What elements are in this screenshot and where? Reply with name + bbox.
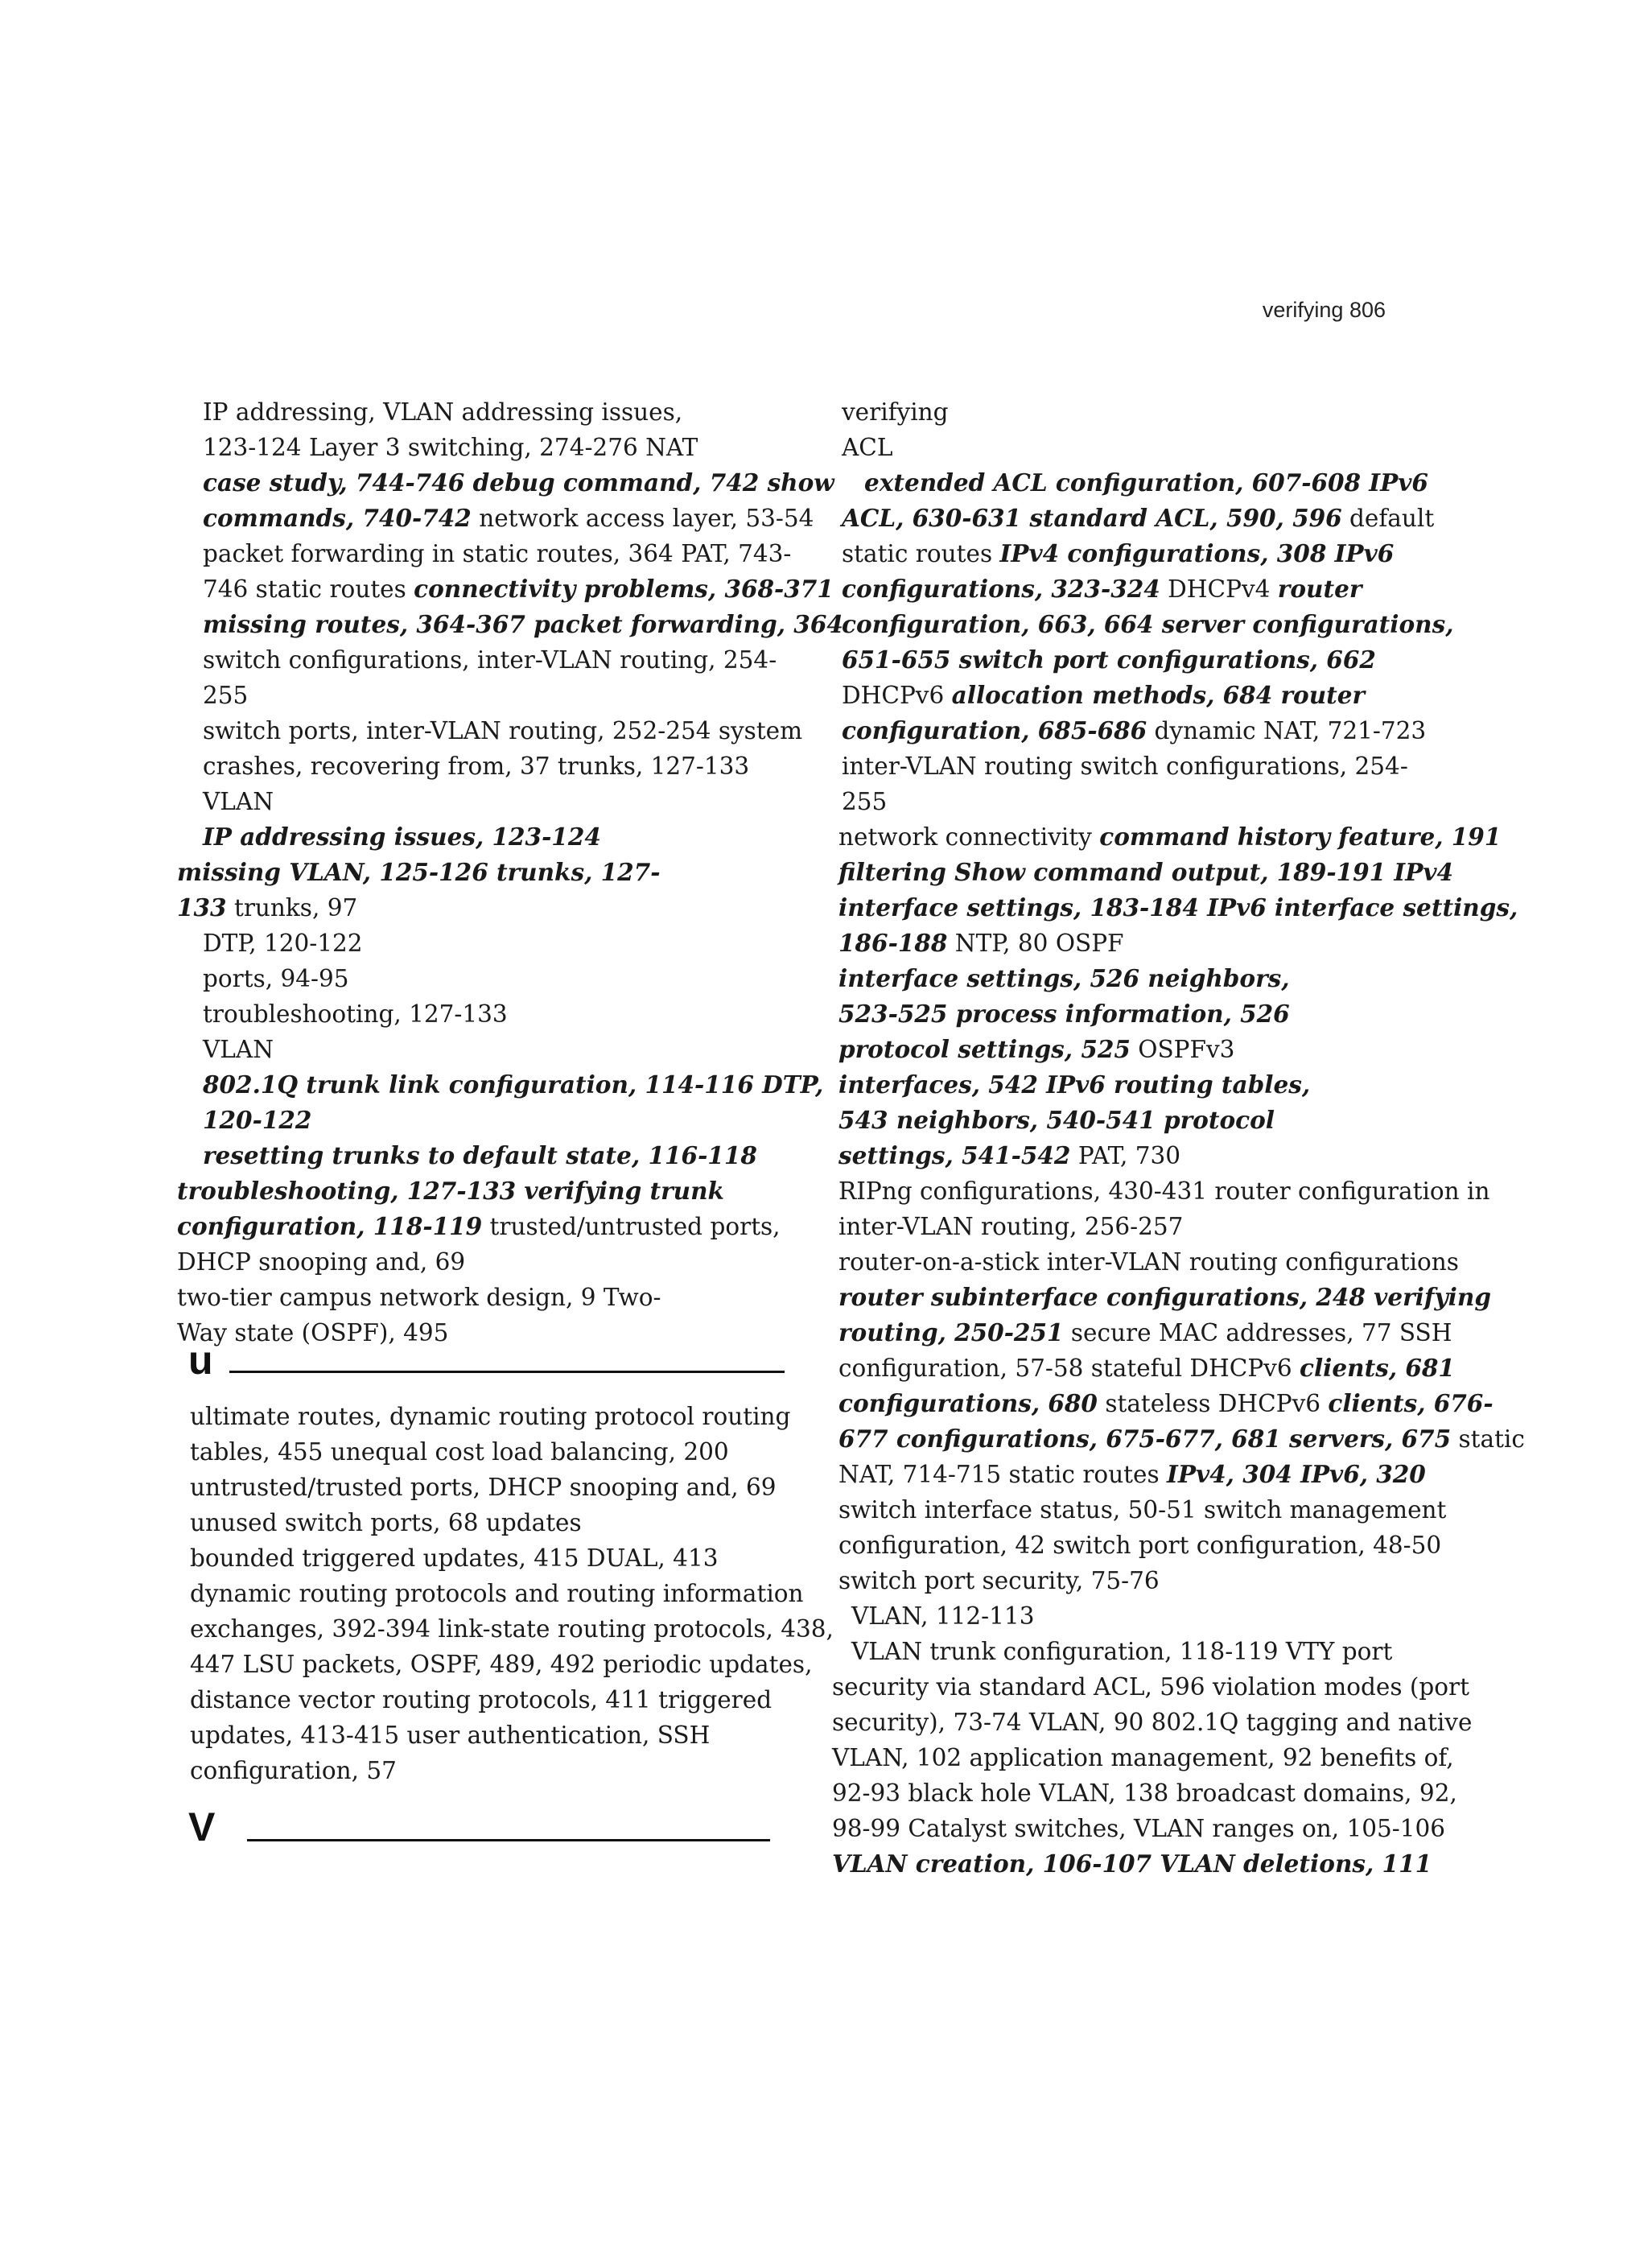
index-text: inter-VLAN routing, 256-257 [838, 1213, 1184, 1240]
index-line [832, 1173, 1490, 1209]
index-line: tables, 455 unequal cost load balancing, 200 [190, 1438, 729, 1466]
index-line: 447 LSU packets, OSPF, 489, 492 periodic updates, [190, 1651, 813, 1678]
index-text: DHCPv6 [842, 682, 952, 709]
index-line [832, 1315, 1452, 1350]
index-subentry-bold: missing routes, 364-367 packet forwarding, 364 [203, 610, 843, 638]
index-line [832, 1492, 1447, 1528]
index-line [177, 678, 756, 713]
index-text: router-on-a-stick inter-VLAN routing configurations [838, 1248, 1459, 1276]
index-line [832, 855, 1454, 890]
index-text: dynamic NAT, 721-723 [1147, 717, 1427, 744]
index-subentry-bold: interfaces, 542 IPv6 routing tables, [838, 1070, 1311, 1099]
index-text: configuration, 57-58 stateful DHCPv6 [838, 1355, 1300, 1382]
left-index-column [177, 394, 843, 1350]
index-line [832, 996, 1428, 1032]
index-text: PAT, 730 [1070, 1142, 1181, 1169]
index-subentry-bold: configuration, 118-119 [177, 1212, 483, 1240]
index-line [177, 1173, 756, 1209]
right-index-column [832, 394, 1525, 1882]
index-text: VLAN, 112-113 [851, 1602, 1035, 1630]
index-line [832, 1634, 1428, 1669]
index-subentry-bold: IPv4 configurations, 308 IPv6 [999, 539, 1395, 567]
section-letter: u [188, 1338, 213, 1383]
index-line [177, 855, 756, 890]
index-subentry-bold: resetting trunks to default state, 116-118 [203, 1141, 757, 1169]
index-subentry-bold: troubleshooting, 127-133 verifying trunk [177, 1177, 724, 1205]
index-line [177, 748, 756, 784]
index-line [832, 784, 1428, 819]
index-line [832, 1598, 1428, 1634]
index-line [832, 890, 1518, 926]
index-text: configuration, 42 switch port configuration, 48-50 [838, 1532, 1442, 1559]
index-subentry-bold: configurations, 323-324 [842, 575, 1160, 603]
index-line [832, 678, 1428, 713]
index-line [832, 1705, 1473, 1740]
index-text: 92-93 black hole VLAN, 138 broadcast domains, 92, [832, 1779, 1457, 1807]
index-line [177, 1032, 756, 1067]
index-text: 746 static routes [203, 575, 414, 603]
index-subentry-bold: 543 neighbors, 540-541 protocol [838, 1106, 1275, 1134]
index-subentry-bold: protocol settings, 525 [838, 1035, 1131, 1063]
index-subentry-bold: extended ACL configuration, 607-608 IPv6 [864, 468, 1428, 497]
index-text: inter-VLAN routing switch configurations, 254- [842, 753, 1408, 780]
index-text: NTP, 80 OSPF [947, 930, 1124, 957]
index-subentry-bold: routing, 250-251 [838, 1318, 1064, 1346]
index-line [177, 961, 756, 996]
index-subentry-bold: filtering Show command output, 189-191 IPv4 [838, 858, 1454, 886]
section-rule [229, 1371, 785, 1373]
index-text: OSPFv3 [1130, 1036, 1235, 1063]
index-line [177, 1244, 756, 1280]
section-u-entries [190, 1399, 834, 1788]
index-line [832, 642, 1428, 678]
index-text: security), 73-74 VLAN, 90 802.1Q tagging and native [832, 1709, 1473, 1736]
running-head: verifying 806 [1262, 298, 1386, 322]
index-line [177, 996, 756, 1032]
index-subentry-bold: 523-525 process information, 526 [838, 1000, 1290, 1028]
index-text: network connectivity [838, 823, 1100, 851]
index-line [177, 430, 756, 465]
index-subentry-bold: configurations, 680 [838, 1389, 1098, 1417]
index-text: security via standard ACL, 596 violation modes (port [832, 1673, 1469, 1701]
index-text: static routes [842, 540, 1000, 567]
index-subentry-bold: VLAN creation, 106-107 VLAN deletions, 111 [832, 1849, 1432, 1878]
index-line [832, 819, 1502, 855]
index-subentry-bold: clients, 681 [1300, 1354, 1455, 1382]
index-line [177, 607, 843, 642]
index-subentry-bold: 186-188 [838, 929, 948, 957]
index-line: untrusted/trusted ports, DHCP snooping and, 69 [190, 1474, 777, 1501]
index-line [832, 465, 1428, 501]
index-subentry-bold: 677 configurations, 675-677, 681 servers, 675 [838, 1425, 1452, 1453]
index-line [177, 1067, 824, 1103]
index-line [832, 1563, 1428, 1598]
index-line [832, 926, 1428, 961]
index-text: DHCP snooping and, 69 [177, 1248, 466, 1276]
index-line [177, 926, 756, 961]
index-text: NAT, 714-715 static routes [838, 1461, 1168, 1488]
index-line [177, 501, 814, 536]
index-line [832, 1350, 1455, 1386]
section-heading-v [188, 1804, 770, 1849]
section-heading-u [188, 1338, 785, 1383]
index-line: ultimate routes, dynamic routing protocol routing [190, 1403, 791, 1430]
index-text: troubleshooting, 127-133 [203, 1000, 508, 1028]
index-line [177, 1280, 756, 1315]
index-line [832, 536, 1428, 571]
index-line [177, 1103, 756, 1138]
index-line [177, 571, 834, 607]
index-line: dynamic routing protocols and routing information [190, 1580, 804, 1607]
index-text: switch ports, inter-VLAN routing, 252-254 system [203, 717, 803, 744]
index-line [832, 1244, 1459, 1280]
index-line [177, 394, 756, 430]
index-line [177, 713, 803, 748]
index-line [832, 713, 1428, 748]
index-line: distance vector routing protocols, 411 triggered [190, 1686, 772, 1713]
index-line [177, 642, 777, 678]
index-subentry-bold: clients, 676- [1328, 1389, 1494, 1417]
index-subentry-bold: configuration, 685-686 [842, 716, 1147, 744]
index-line [832, 1421, 1525, 1457]
index-subentry-bold: settings, 541-542 [838, 1141, 1071, 1169]
index-text: DHCPv4 [1160, 575, 1278, 603]
index-text: stateless DHCPv6 [1097, 1390, 1329, 1417]
index-text: IP addressing, VLAN addressing issues, [203, 398, 683, 426]
index-subentry-bold: 133 [177, 893, 227, 922]
index-line [177, 890, 756, 926]
index-line [832, 1067, 1428, 1103]
index-line [832, 430, 1428, 465]
index-subentry-bold: allocation methods, 684 router [951, 681, 1366, 709]
index-text: switch interface status, 50-51 switch management [838, 1496, 1447, 1524]
index-subentry-bold: 802.1Q trunk link configuration, 114-116 DTP, [203, 1070, 824, 1099]
index-text: crashes, recovering from, 37 trunks, 127-133 [203, 753, 750, 780]
index-line [832, 1846, 1432, 1882]
index-line [832, 1209, 1428, 1244]
index-text: trunks, 97 [226, 894, 358, 922]
index-line [832, 501, 1435, 536]
index-text: VLAN [203, 788, 274, 815]
index-text: two-tier campus network design, 9 Two- [177, 1284, 661, 1311]
index-subentry-bold: router subinterface configurations, 248 verifying [838, 1283, 1491, 1311]
index-text: verifying [842, 398, 949, 426]
index-line: unused switch ports, 68 updates [190, 1509, 582, 1536]
index-text: default [1341, 505, 1435, 532]
index-line [832, 1386, 1494, 1421]
index-text: packet forwarding in static routes, 364 PAT, 743- [203, 540, 792, 567]
index-line [177, 819, 756, 855]
index-text: trusted/untrusted ports, [482, 1213, 781, 1240]
index-subentry-bold: case study, 744-746 debug command, 742 show [203, 468, 834, 497]
index-text: static [1451, 1425, 1525, 1453]
index-line [832, 1740, 1454, 1775]
index-subentry-bold: 651-655 switch port configurations, 662 [842, 645, 1376, 674]
index-text: VLAN trunk configuration, 118-119 VTY port [851, 1638, 1393, 1665]
index-text: ports, 94-95 [203, 965, 349, 992]
index-line [832, 1138, 1428, 1173]
index-text: 123-124 Layer 3 switching, 274-276 NAT [203, 434, 698, 461]
index-text: ACL [842, 434, 893, 461]
index-subentry-bold: 120-122 [203, 1106, 312, 1134]
index-line [832, 394, 1428, 430]
index-line: bounded triggered updates, 415 DUAL, 413 [190, 1544, 719, 1572]
index-text: switch port security, 75-76 [838, 1567, 1160, 1594]
index-line [832, 961, 1428, 996]
index-text: 98-99 Catalyst switches, VLAN ranges on, 105-106 [832, 1815, 1446, 1842]
index-line [832, 1457, 1428, 1492]
index-text: 255 [842, 788, 888, 815]
index-text: switch configurations, inter-VLAN routing, 254- [203, 646, 777, 674]
index-subentry-bold: IPv4, 304 IPv6, 320 [1167, 1460, 1426, 1488]
index-line [177, 784, 756, 819]
index-line [832, 1103, 1428, 1138]
index-text: RIPng configurations, 430-431 router configuration in [838, 1177, 1490, 1205]
index-line [832, 1032, 1428, 1067]
index-line: exchanges, 392-394 link-state routing protocols, 438, [190, 1615, 834, 1643]
index-line: updates, 413-415 user authentication, SSH [190, 1722, 711, 1749]
index-subentry-bold: interface settings, 526 neighbors, [838, 964, 1290, 992]
index-line [832, 571, 1428, 607]
index-subentry-bold: command history feature, 191 [1099, 823, 1502, 851]
index-line [832, 1669, 1469, 1705]
index-text: 255 [203, 682, 249, 709]
section-letter: V [188, 1804, 216, 1849]
index-line [177, 1209, 781, 1244]
index-line [832, 1775, 1457, 1811]
index-line [832, 748, 1428, 784]
index-line [832, 607, 1454, 642]
index-subentry-bold: configuration, 663, 664 server configurations, [842, 610, 1454, 638]
index-text: network access layer, 53-54 [471, 505, 814, 532]
index-text: Way state (OSPF), 495 [177, 1319, 449, 1346]
index-text: VLAN, 102 application management, 92 benefits of, [832, 1744, 1454, 1771]
index-line [177, 465, 834, 501]
index-subentry-bold: commands, 740-742 [203, 504, 472, 532]
index-line [832, 1811, 1446, 1846]
index-text: DTP, 120-122 [203, 930, 363, 957]
index-line [832, 1528, 1442, 1563]
index-line: configuration, 57 [190, 1757, 397, 1784]
index-subentry-bold: connectivity problems, 368-371 [414, 575, 834, 603]
index-subentry-bold: interface settings, 183-184 IPv6 interface settings, [838, 893, 1518, 922]
index-line [832, 1280, 1491, 1315]
index-subentry-bold: IP addressing issues, 123-124 [203, 823, 601, 851]
index-line [177, 536, 792, 571]
index-subentry-bold: missing VLAN, 125-126 trunks, 127- [177, 858, 661, 886]
index-line [177, 1138, 756, 1173]
section-rule [247, 1839, 770, 1841]
index-subentry-bold: router [1277, 575, 1362, 603]
index-subentry-bold: ACL, 630-631 standard ACL, 590, 596 [842, 504, 1342, 532]
index-text: VLAN [203, 1036, 274, 1063]
index-text: secure MAC addresses, 77 SSH [1063, 1319, 1452, 1346]
